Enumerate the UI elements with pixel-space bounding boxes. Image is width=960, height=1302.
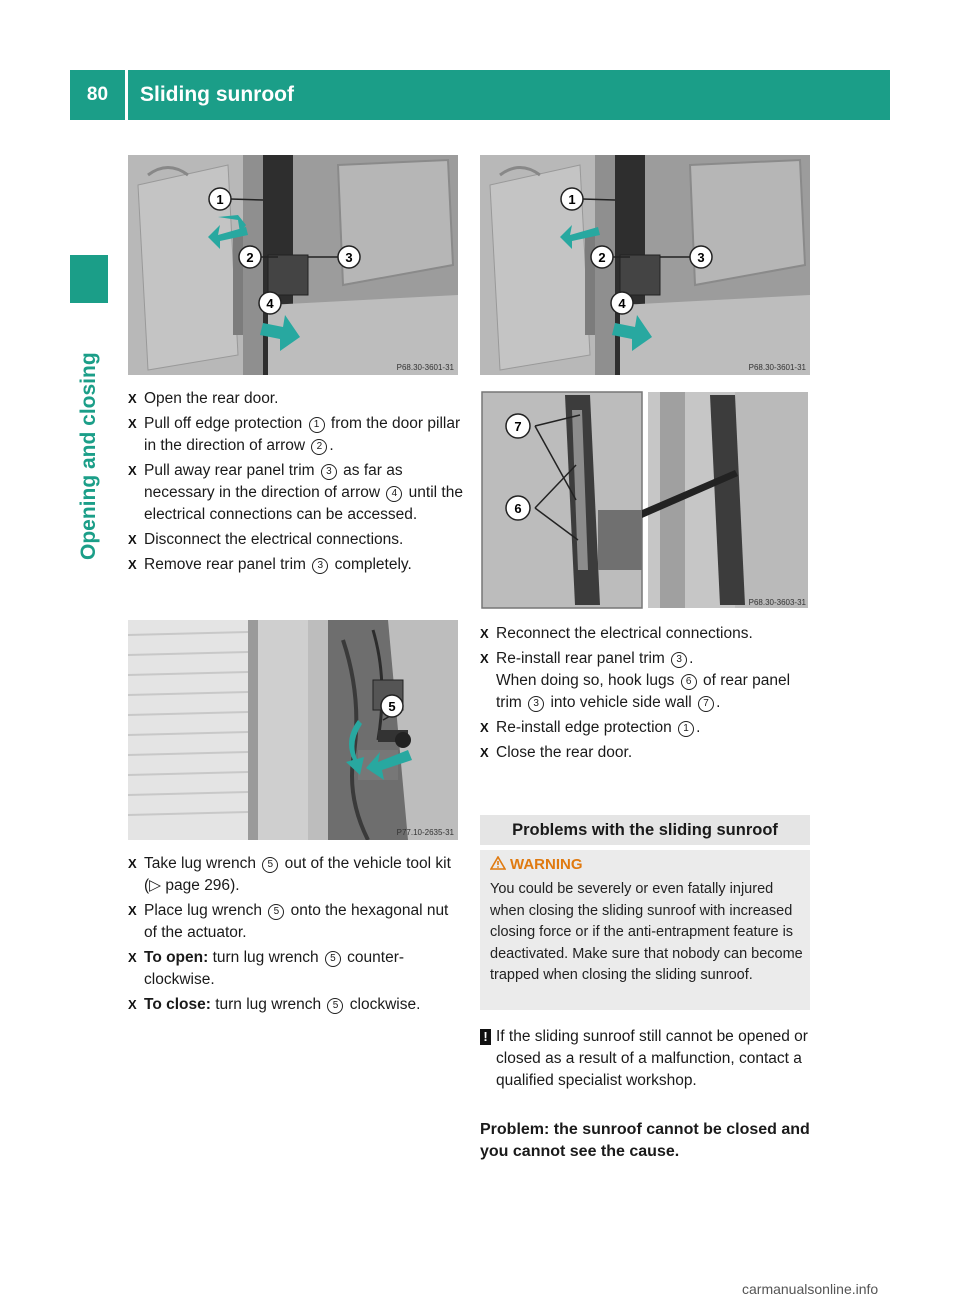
step-arrow-icon: X <box>128 997 137 1012</box>
step-item: X Place lug wrench 5 onto the hexagonal nut of the actuator. <box>128 902 449 941</box>
step-item: X Open the rear door. <box>128 388 463 410</box>
step-arrow-icon: X <box>128 557 137 572</box>
step-item: X Close the rear door. <box>480 742 815 764</box>
figure-code: P68.30-3601-31 <box>396 363 454 372</box>
step-item: X To open: turn lug wrench 5 counter-clockwise. <box>128 949 405 988</box>
warning-box <box>480 850 810 1010</box>
steps-lug-wrench <box>128 853 463 1019</box>
step-item: X Disconnect the electrical connections. <box>128 529 463 551</box>
callout-5: 5 <box>388 699 396 714</box>
step-item: X Re-install edge protection 1 . <box>480 717 815 739</box>
step-item: X To close: turn lug wrench 5 clockwise. <box>128 994 463 1016</box>
step-arrow-icon: X <box>128 391 137 406</box>
figure-code: P68.30-3603-31 <box>748 598 806 607</box>
page-title: Sliding sunroof <box>140 83 294 106</box>
header-separator <box>125 70 128 120</box>
step-arrow-icon: X <box>128 903 137 918</box>
watermark: carmanualsonline.info <box>742 1281 879 1297</box>
callout-6: 6 <box>514 501 522 516</box>
exclamation-icon: ! <box>480 1029 491 1045</box>
step-arrow-icon: X <box>128 416 137 431</box>
callout-7: 7 <box>514 419 522 434</box>
step-item: X Take lug wrench 5 out of the vehicle tool kit (▷ page 296). <box>128 855 451 894</box>
step-arrow-icon: X <box>128 856 137 871</box>
steps-remove-trim <box>128 388 463 579</box>
figure-door-pillar-left <box>128 155 458 375</box>
problem-heading: Problem: the sunroof cannot be closed and you cannot see the cause. <box>480 1121 810 1160</box>
step-item: X Remove rear panel trim 3 completely. <box>128 554 463 576</box>
page-ref-icon: ▷ <box>149 877 162 894</box>
step-arrow-icon: X <box>480 720 489 735</box>
step-arrow-icon: X <box>480 626 489 641</box>
callout-1: 1 <box>568 192 576 207</box>
figure-code: P68.30-3601-31 <box>748 363 806 372</box>
note-paragraph <box>480 1026 815 1092</box>
callout-4: 4 <box>266 296 274 311</box>
callout-4: 4 <box>618 296 626 311</box>
section-heading: Problems with the sliding sunroof <box>480 815 810 845</box>
figure-lug-wrench <box>128 620 458 840</box>
step-arrow-icon: X <box>128 950 137 965</box>
step-item: X Pull away rear panel trim 3 as far as necessary in the direction of arrow 4 until the electrical connections can be accessed. <box>128 462 463 523</box>
step-arrow-icon: X <box>128 532 137 547</box>
step-item: X Pull off edge protection 1 from the door pillar in the direction of arrow 2 . <box>128 415 461 454</box>
note-text: If the sliding sunroof still cannot be opened or closed as a result of a malfunction, contact a qualified specialist workshop. <box>496 1028 808 1089</box>
figure-hook-lugs <box>480 390 810 610</box>
figure-code: P77.10-2635-31 <box>396 828 454 837</box>
callout-1: 1 <box>216 192 224 207</box>
callout-3: 3 <box>345 250 353 265</box>
callout-2: 2 <box>246 250 254 265</box>
callout-3: 3 <box>697 250 705 265</box>
side-tab-label: Opening and closing <box>77 352 100 560</box>
callout-2: 2 <box>598 250 606 265</box>
step-arrow-icon: X <box>480 745 489 760</box>
page-ref-link[interactable]: page 296 <box>161 877 231 894</box>
steps-reinstall-trim <box>480 623 815 767</box>
warning-title: WARNING <box>490 854 583 876</box>
step-arrow-icon: X <box>128 463 137 478</box>
warning-text: You could be severely or even fatally injured when closing the sliding sunroof with increased closing force or if the anti-entrapment feature is deactivated. Make sure that nobody can become trapped when closing the sliding sunroof. <box>490 881 803 983</box>
step-item: X Reconnect the electrical connections. <box>480 623 815 645</box>
step-item: X Re-install rear panel trim 3 . When doing so, hook lugs 6 of rear panel trim 3 into vehicle side wall 7 . <box>480 650 791 711</box>
side-tab-block <box>70 255 108 303</box>
warning-triangle-icon <box>490 856 506 870</box>
figure-door-pillar-right <box>480 155 810 375</box>
step-arrow-icon: X <box>480 651 489 666</box>
page-number: 80 <box>86 84 109 105</box>
